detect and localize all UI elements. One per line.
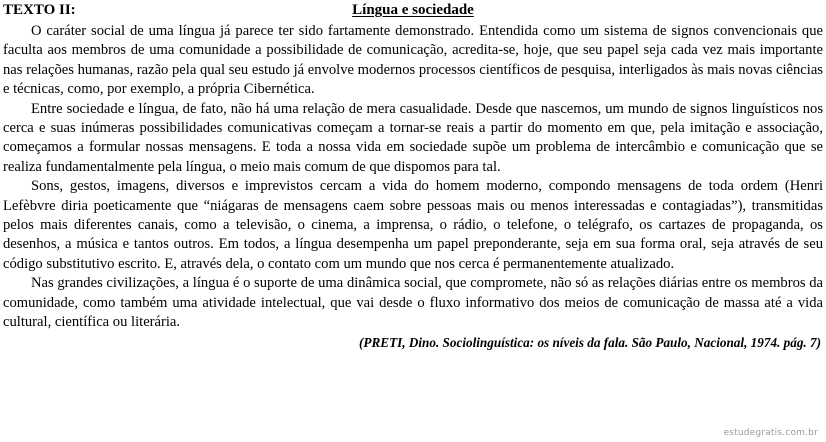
paragraph-2: Entre sociedade e língua, de fato, não há uma relação de mera casualidade. Desde que nascemos, um mundo de signos linguísticos nos cerca e suas inúmeras possibilidades comunicativas começam a tornar-se reais a partir do momento em que, pela imitação e associação, começamos a formular nossas mensagens. E toda a nossa vida em sociedade supõe um problema de intercâmbio e comunicação que se realiza fundamentalmente pela língua, o meio mais comum de que dispomos para tal. — [3, 100, 823, 175]
citation: (PRETI, Dino. Sociolinguística: os níveis da fala. São Paulo, Nacional, 1974. pág. 7) — [359, 334, 821, 350]
document-title-text: Língua e sociedade — [352, 2, 474, 18]
paragraph-4: Nas grandes civilizações, a língua é o suporte de uma dinâmica social, que compromete, não só as relações diárias entre os membros da comunidade, como também uma atividade intelectual, que vai desde o fluxo informativo dos meios de comunicação de massa até a vida cultural, científica ou literária. — [3, 275, 823, 331]
watermark: estudegratis.com.br — [723, 428, 818, 438]
text-label: TEXTO II: — [3, 2, 76, 18]
paragraph-1: O caráter social de uma língua já parece ter sido fartamente demonstrado. Entendida como um sistema de signos convencionais que faculta aos membros de uma comunidade a possibilidade de comunicação, acredita-se, hoje, que seu papel seja cada vez mais importante nas relações humanas, razão pela qual seu estudo já envolve modernos processos científicos de pesquisa, interligados às mais novas ciências e técnicas, como, por exemplo, a própria Cibernética. — [3, 23, 823, 98]
document-body — [3, 22, 823, 333]
document — [3, 0, 823, 351]
paragraph-3: Sons, gestos, imagens, diversos e imprevistos cercam a vida do homem moderno, compondo mensagens de toda ordem (Henri Lefèbvre diria poeticamente que “niágaras de mensagens caem sobre pessoas mais ou menos interessadas e contagiadas”), transmitidas pelos mais diferentes canais, como a televisão, o cinema, a imprensa, o rádio, o telefone, o telégrafo, os cartazes de propaganda, os desenhos, a música e tantos outros. Em todos, a língua desempenha um papel preponderante, seja em sua forma oral, seja através de seu código substitutivo escrito. E, através dela, o contato com um mundo que nos cerca é permanentemente atualizado. — [3, 178, 823, 272]
document-title — [3, 2, 823, 19]
document-header — [3, 0, 823, 22]
